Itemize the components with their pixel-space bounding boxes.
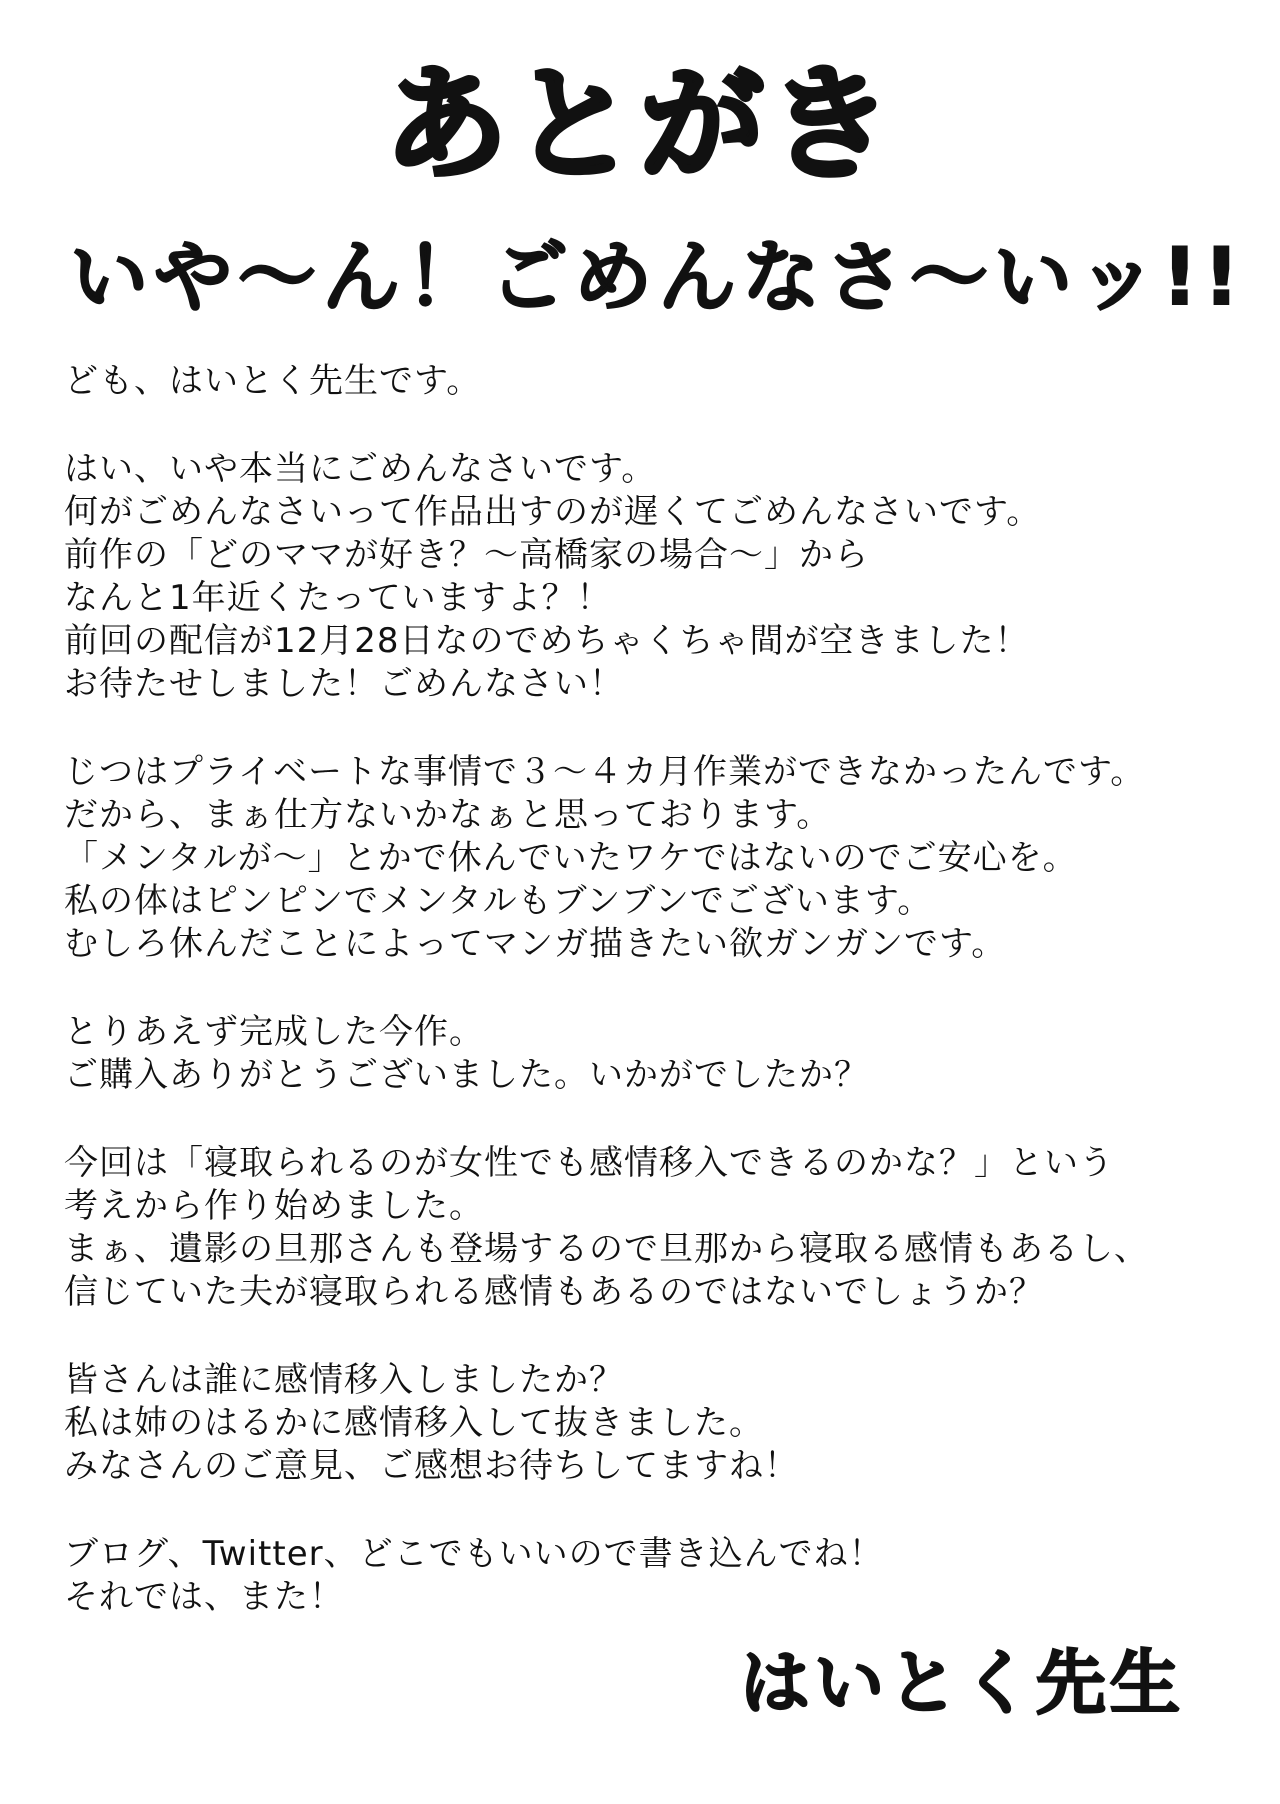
text-line: とりあえず完成した今作。	[64, 1012, 484, 1052]
text-line: だから、まぁ仕方ないかなぁと思っております。	[64, 795, 832, 835]
author-signature: はいとく先生	[740, 1642, 1184, 1724]
text-line: 皆さんは誰に感情移入しましたか？	[64, 1360, 624, 1400]
text-line: ご購入ありがとうございました。いかがでしたか？	[64, 1055, 869, 1095]
text-line: 前作の「どのママが好き？〜高橋家の場合〜」から	[64, 535, 869, 575]
text-line: 今回は「寝取られるのが女性でも感情移入できるのかな？」という	[64, 1143, 1114, 1183]
paragraph	[64, 751, 1264, 966]
text-line: はい、いや本当にごめんなさいです。	[64, 449, 657, 489]
text-line: 私は姉のはるかに感情移入して抜きました。	[64, 1403, 764, 1443]
text-line: 「メンタルが〜」とかで休んでいたワケではないのでご安心を。	[64, 838, 1078, 878]
text-line: 私の体はピンピンでメンタルもブンブンでございます。	[64, 881, 933, 921]
headline: いや〜ん！ごめんなさ〜いッ!!	[70, 233, 1246, 323]
page-title: あとがき	[383, 53, 896, 197]
afterword-body	[64, 360, 1264, 1664]
text-line: みなさんのご意見、ご感想お待ちしてますね！	[64, 1446, 799, 1486]
paragraph	[64, 1011, 1264, 1097]
text-line: じつはプライベートな事情で３〜４カ月作業ができなかったんです。	[64, 752, 1146, 792]
text-line: なんと1年近くたっていますよ？！	[64, 578, 612, 618]
paragraph	[64, 1142, 1264, 1314]
text-line: 信じていた夫が寝取られる感情もあるのではないでしょうか？	[64, 1272, 1044, 1312]
text-line: むしろ休んだことによってマンガ描きたい欲ガンガンです。	[64, 924, 1007, 964]
paragraph	[64, 448, 1264, 706]
text-line: 何がごめんなさいって作品出すのが遅くてごめんなさいです。	[64, 492, 1042, 532]
text-line: 考えから作り始めました。	[64, 1186, 484, 1226]
text-line: まぁ、遺影の旦那さんも登場するので旦那から寝取る感情もあるし、	[64, 1229, 1149, 1269]
text-line: ブログ、Twitter、どこでもいいので書き込んでね！	[64, 1534, 884, 1574]
text-line: お待たせしました！ごめんなさい！	[64, 664, 624, 704]
paragraph	[64, 1533, 1264, 1619]
paragraph	[64, 1359, 1264, 1488]
text-line: 前回の配信が12月28日なのでめちゃくちゃ間が空きました！	[64, 621, 1030, 661]
text-line: ども、はいとく先生です。	[64, 361, 482, 401]
paragraph	[64, 360, 1264, 403]
text-line: それでは、また！	[64, 1577, 344, 1617]
